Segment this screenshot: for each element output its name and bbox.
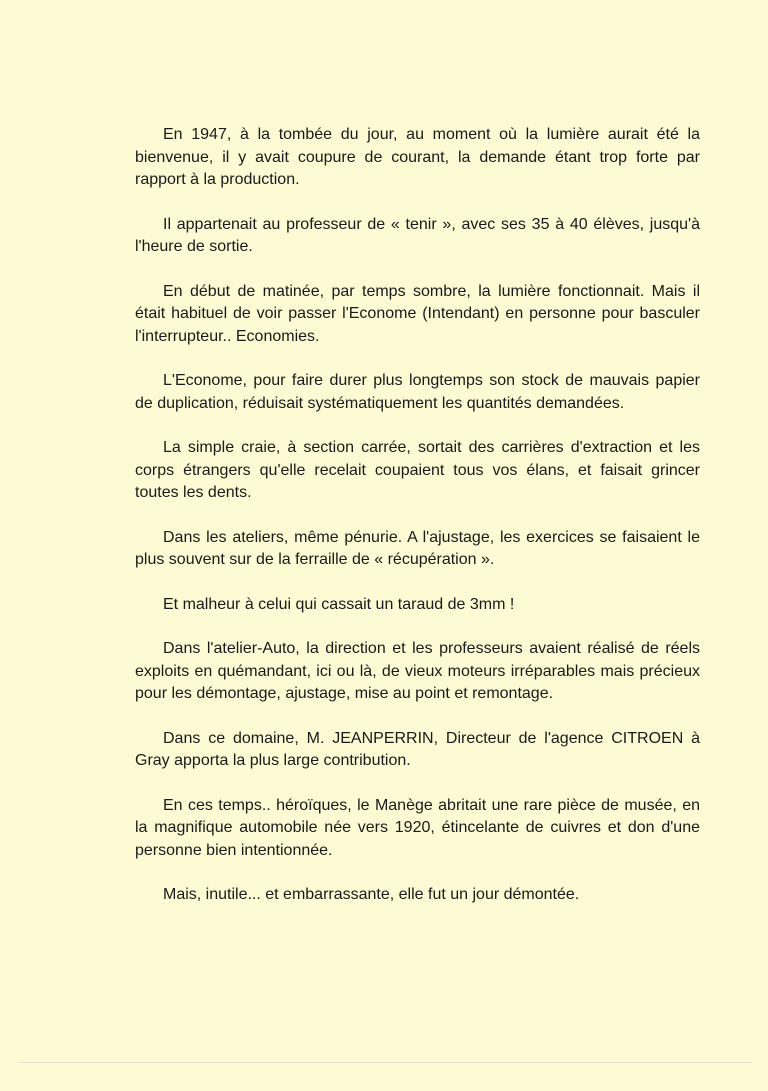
- paragraph-chalk: La simple craie, à section carrée, sortait des carrières d'extraction et les corps étrangers qu'elle recelait coupaient tous vos élans, et faisait grincer toutes les dents.: [135, 439, 700, 501]
- paragraph-workshops: Dans les ateliers, même pénurie. A l'ajustage, les exercices se faisaient le plus souvent sur de la ferraille de « récupération ».: [135, 528, 700, 568]
- paragraph-museum-car: En ces temps.. héroïques, le Manège abritait une rare pièce de musée, en la magnifique automobile née vers 1920, étincelante de cuivres et don d'une personne bien intentionnée.: [135, 796, 700, 859]
- paragraph-tap-3mm: Et malheur à celui qui cassait un taraud de 3mm !: [163, 595, 515, 613]
- paragraph-dismantled: Mais, inutile... et embarrassante, elle fut un jour démontée.: [163, 886, 580, 903]
- paragraph-morning-light: En début de matinée, par temps sombre, la lumière fonctionnait. Mais il était habituel de voir passer l'Econome (Intendant) en personne pour basculer l'interrupteur.. Economies.: [135, 282, 700, 345]
- paragraph-teacher-duty: Il appartenait au professeur de « tenir », avec ses 35 à 40 élèves, jusqu'à l'heure de sortie.: [135, 215, 700, 255]
- document-body: [135, 124, 700, 929]
- paragraph-power-cut: En 1947, à la tombée du jour, au moment où la lumière aurait été la bienvenue, il y avait coupure de courant, la demande étant trop forte par rapport à la production.: [135, 126, 700, 188]
- paragraph-citroen: Dans ce domaine, M. JEANPERRIN, Directeur de l'agence CITROEN à Gray apporta la plus large contribution.: [135, 729, 700, 769]
- paragraph-auto-workshop: Dans l'atelier-Auto, la direction et les professeurs avaient réalisé de réels exploits en quémandant, ici ou là, de vieux moteurs irréparables mais précieux pour les démontage, ajustage, mise au point et remontage.: [135, 640, 700, 702]
- paragraph-paper-shortage: L'Econome, pour faire durer plus longtemps son stock de mauvais papier de duplication, réduisait systématiquement les quantités demandées.: [135, 372, 700, 412]
